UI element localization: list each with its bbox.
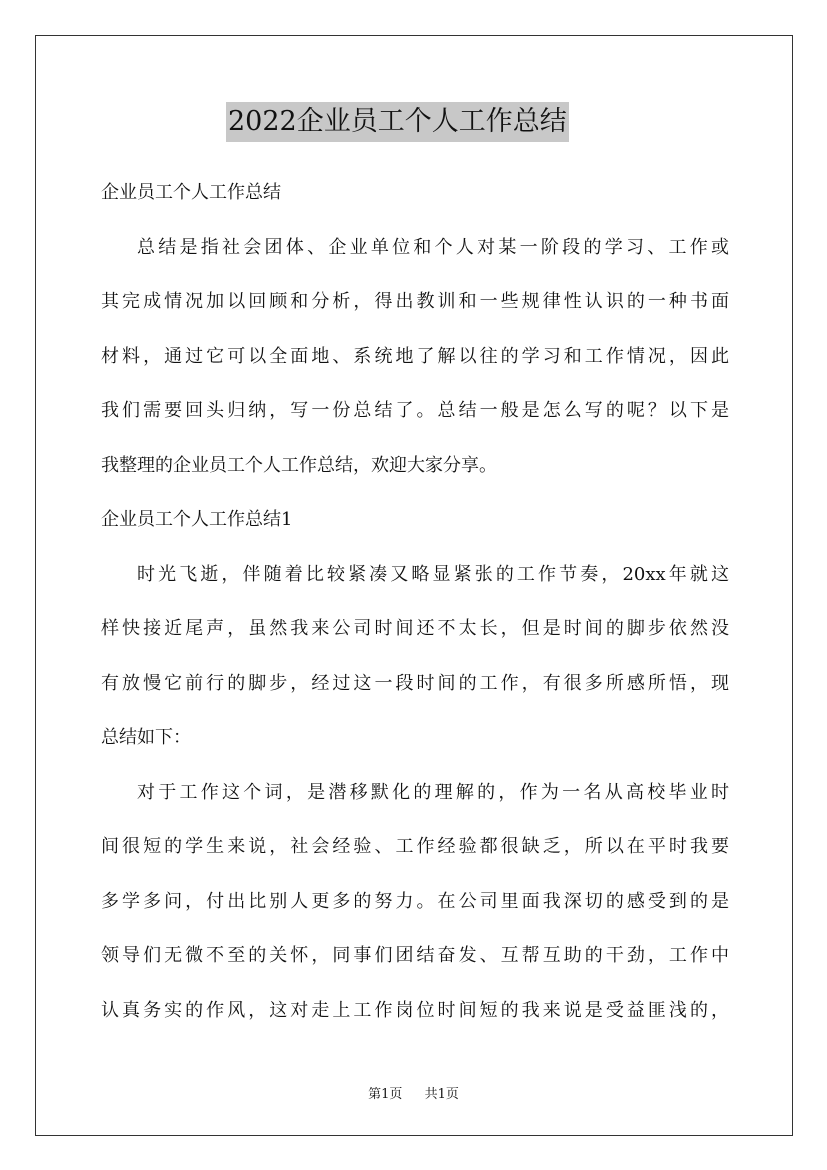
document-title: 2022企业员工个人工作总结 — [226, 102, 569, 142]
paragraph-line: 我们需要回头归纳，写一份总结了。总结一般是怎么写的呢？以下是 — [101, 400, 729, 421]
paragraph-line: 总结是指社会团体、企业单位和个人对某一阶段的学习、工作或 — [137, 236, 729, 258]
paragraph-line: 我整理的企业员工个人工作总结，欢迎大家分享。 — [101, 454, 497, 476]
paragraph-line: 有放慢它前行的脚步，经过这一段时间的工作，有很多所感所悟，现 — [101, 672, 729, 694]
section-heading: 企业员工个人工作总结 — [101, 182, 281, 203]
paragraph-line: 样快接近尾声，虽然我来公司时间还不太长，但是时间的脚步依然没 — [101, 618, 729, 639]
paragraph-line: 认真务实的作风，这对走上工作岗位时间短的我来说是受益匪浅的， — [101, 999, 729, 1021]
page-number: 第1页 — [368, 1087, 403, 1102]
section-heading: 企业员工个人工作总结1 — [101, 509, 293, 530]
paragraph-line: 时光飞逝，伴随着比较紧凑又略显紧张的工作节奏，20xx年就这 — [137, 563, 729, 585]
document-body — [101, 166, 729, 1038]
paragraph-line: 领导们无微不至的关怀，同事们团结奋发、互帮互助的干劲，工作中 — [101, 945, 729, 966]
paragraph-line: 对于工作这个词，是潜移默化的理解的，作为一名从高校毕业时 — [137, 781, 729, 803]
page-total: 共1页 — [424, 1087, 459, 1102]
paragraph-line: 总结如下： — [101, 727, 191, 748]
paragraph-line: 材料，通过它可以全面地、系统地了解以往的学习和工作情况，因此 — [101, 345, 729, 367]
paragraph-line: 多学多问，付出比别人更多的努力。在公司里面我深切的感受到的是 — [101, 890, 729, 912]
paragraph-line: 间很短的学生来说，社会经验、工作经验都很缺乏，所以在平时我要 — [101, 836, 729, 857]
paragraph-line: 其完成情况加以回顾和分析，得出教训和一些规律性认识的一种书面 — [101, 291, 729, 312]
page-footer — [0, 1083, 827, 1102]
